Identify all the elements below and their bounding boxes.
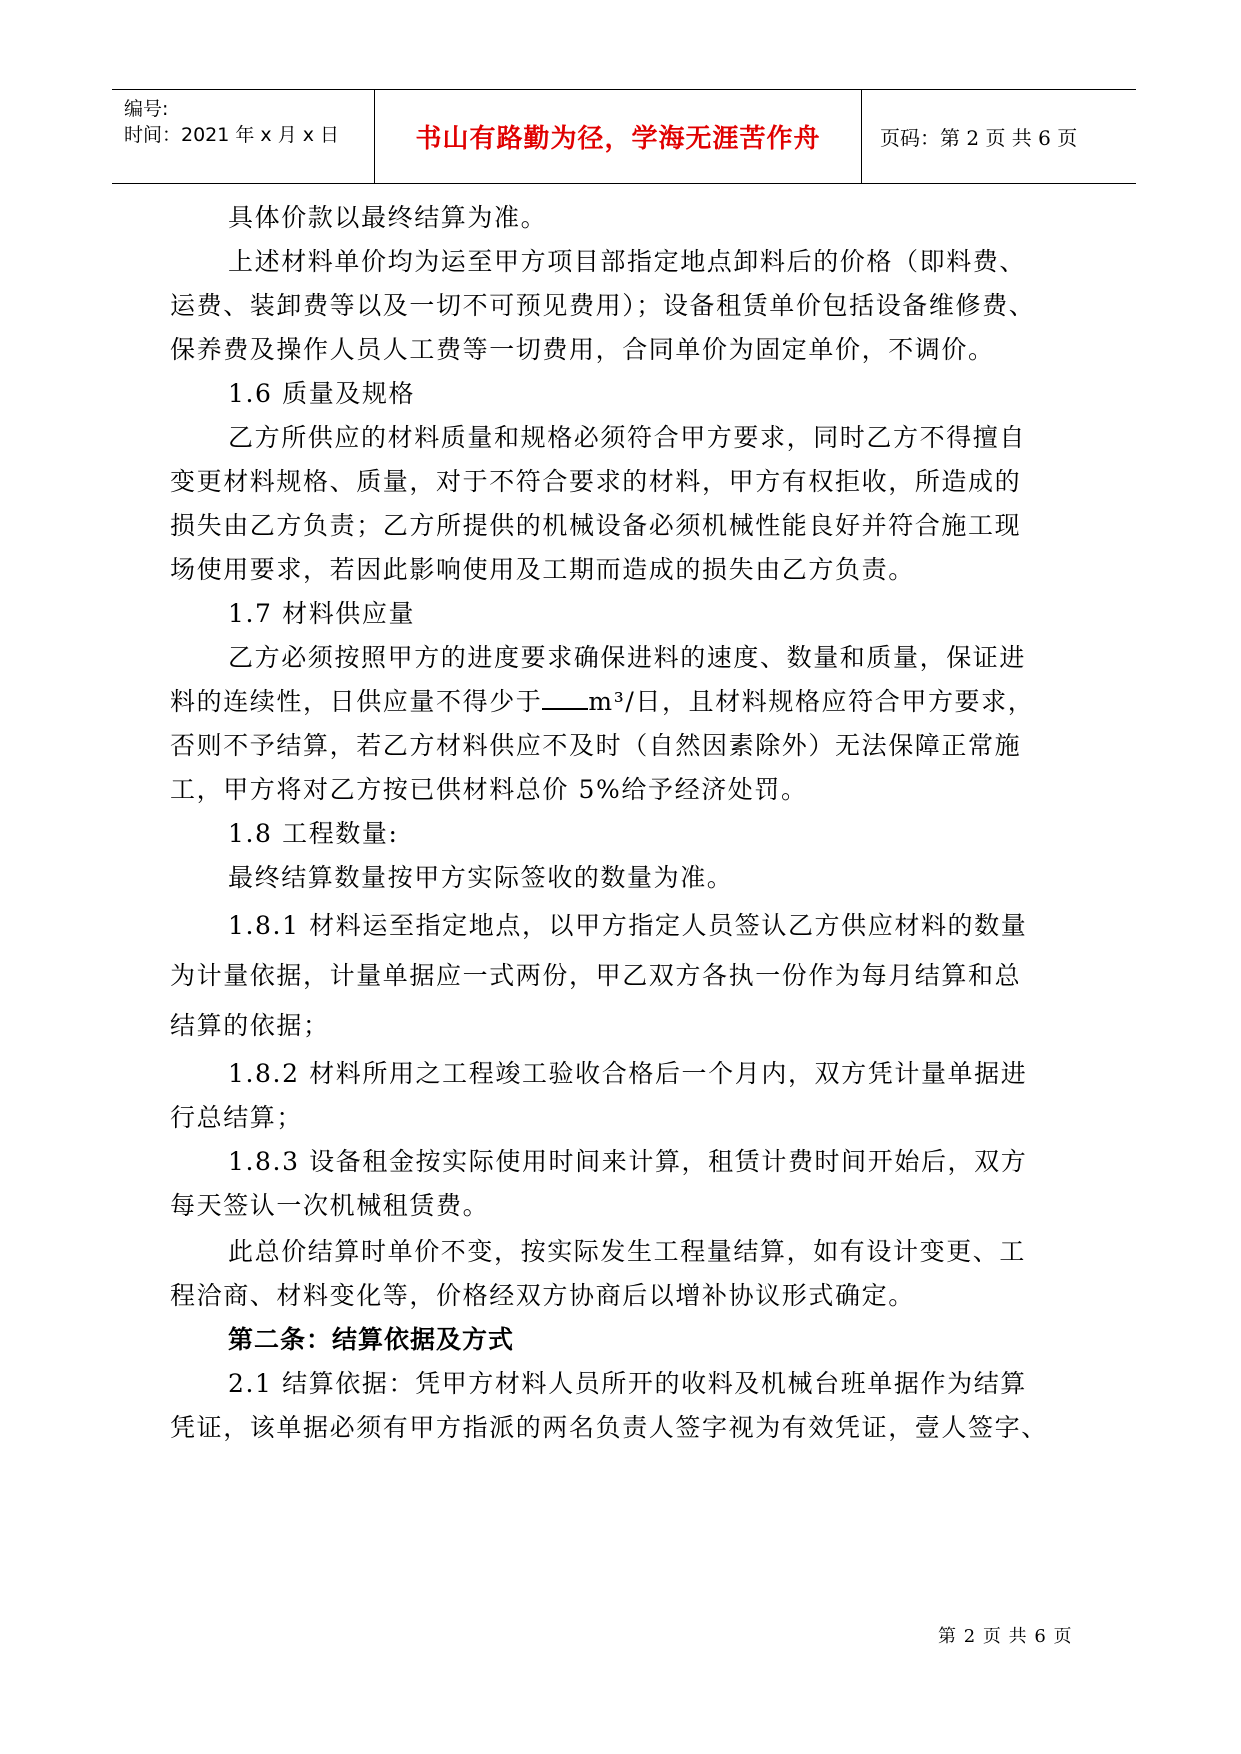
header-motto: 书山有路勤为径，学海无涯苦作舟 xyxy=(415,124,821,154)
body-line: 2.1 结算依据：凭甲方材料人员所开的收料及机械台班单据作为结算 xyxy=(228,1369,1027,1398)
body-line-part: 料的连续性，日供应量不得少于 xyxy=(170,687,543,716)
body-line: 具体价款以最终结算为准。 xyxy=(228,203,548,232)
body-line: 凭证，该单据必须有甲方指派的两名负责人签字视为有效凭证，壹人签字、 xyxy=(170,1413,1048,1442)
body-line: 1.8.3 设备租金按实际使用时间来计算，租赁计费时间开始后，双方 xyxy=(228,1147,1028,1176)
body-line-with-blank xyxy=(170,682,1034,718)
body-line: 1.8.2 材料所用之工程竣工验收合格后一个月内，双方凭计量单据进 xyxy=(228,1059,1028,1088)
article-heading: 第二条：结算依据及方式 xyxy=(228,1325,515,1354)
body-line: 损失由乙方负责；乙方所提供的机械设备必须机械性能良好并符合施工现 xyxy=(170,511,1022,540)
header-middle-cell xyxy=(374,90,862,183)
body-line: 为计量依据，计量单据应一式两份，甲乙双方各执一份作为每月结算和总 xyxy=(170,961,1022,990)
body-line: 乙方所供应的材料质量和规格必须符合甲方要求，同时乙方不得擅自 xyxy=(228,423,1027,452)
header-left-cell xyxy=(112,90,374,183)
body-line: 工，甲方将对乙方按已供材料总价 5%给予经济处罚。 xyxy=(170,775,808,804)
body-line: 保养费及操作人员人工费等一切费用，合同单价为固定单价，不调价。 xyxy=(170,335,995,364)
page-footer: 第 2 页 共 6 页 xyxy=(938,1626,1073,1647)
body-line: 结算的依据； xyxy=(170,1011,330,1040)
header-table xyxy=(112,89,1136,184)
body-line: 每天签认一次机械租赁费。 xyxy=(170,1191,490,1220)
document-date-label: 时间：2021 年 x 月 x 日 xyxy=(124,124,340,146)
body-line: 运费、装卸费等以及一切不可预见费用）；设备租赁单价包括设备维修费、 xyxy=(170,291,1036,320)
section-heading-1-7: 1.7 材料供应量 xyxy=(228,599,416,628)
body-line: 上述材料单价均为运至甲方项目部指定地点卸料后的价格（即料费、 xyxy=(228,247,1027,276)
body-line: 否则不予结算，若乙方材料供应不及时（自然因素除外）无法保障正常施 xyxy=(170,731,1022,760)
header-page-number: 页码：第 2 页 共 6 页 xyxy=(880,126,1078,150)
body-line: 场使用要求，若因此影响使用及工期而造成的损失由乙方负责。 xyxy=(170,555,915,584)
body-line: 1.8.1 材料运至指定地点，以甲方指定人员签认乙方供应材料的数量 xyxy=(228,911,1028,940)
document-number-label: 编号: xyxy=(124,98,169,120)
section-heading-1-6: 1.6 质量及规格 xyxy=(228,379,416,408)
body-line-part: m³/日，且材料规格应符合甲方要求， xyxy=(588,687,1035,716)
body-line: 最终结算数量按甲方实际签收的数量为准。 xyxy=(228,863,734,892)
section-heading-1-8: 1.8 工程数量: xyxy=(228,819,399,848)
fill-in-blank[interactable] xyxy=(542,688,588,710)
header-right-cell xyxy=(862,90,1136,183)
body-line: 此总价结算时单价不变，按实际发生工程量结算，如有设计变更、工 xyxy=(228,1237,1027,1266)
body-line: 变更材料规格、质量，对于不符合要求的材料，甲方有权拒收，所造成的 xyxy=(170,467,1022,496)
body-line: 行总结算； xyxy=(170,1103,304,1132)
body-line: 程洽商、材料变化等，价格经双方协商后以增补协议形式确定。 xyxy=(170,1281,915,1310)
body-line: 乙方必须按照甲方的进度要求确保进料的速度、数量和质量，保证进 xyxy=(228,643,1027,672)
